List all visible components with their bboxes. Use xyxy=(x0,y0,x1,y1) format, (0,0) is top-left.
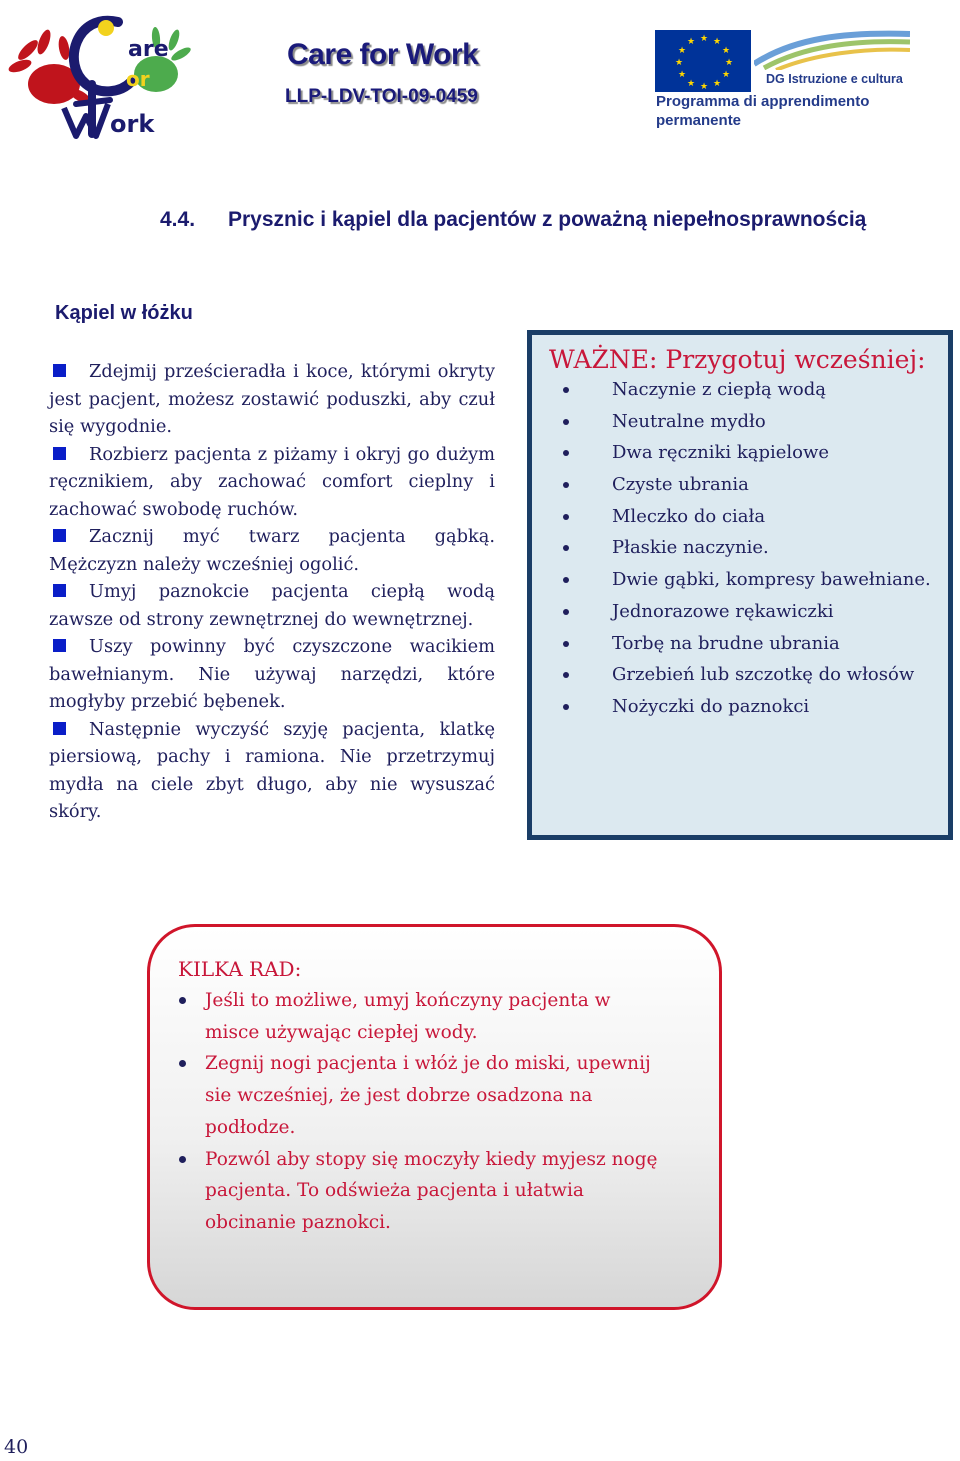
page-number: 40 xyxy=(4,1436,29,1458)
subsection-title: Kąpiel w łóżku xyxy=(55,302,193,324)
section-title: Prysznic i kąpiel dla pacjentów z poważną niepełnosprawnością xyxy=(228,208,867,231)
svg-text:or: or xyxy=(126,67,150,91)
svg-text:are: are xyxy=(128,37,169,62)
list-item xyxy=(532,376,931,408)
step-text: Umyj paznokcie pacjenta ciepłą wodą zawsze od strony zewnętrznej do wewnętrznej. xyxy=(49,581,495,630)
bullet-icon xyxy=(563,704,569,710)
step-text: Uszy powinny być czyszczone wacikiem bawełnianym. Nie używaj narzędzi, które mogłyby przebić bębenek. xyxy=(49,636,495,712)
svg-text:ork: ork xyxy=(110,110,155,138)
bullet-icon xyxy=(563,482,569,488)
supplies-list xyxy=(532,376,931,725)
bullet-icon xyxy=(179,1156,186,1163)
tips-title: KILKA RAD: xyxy=(178,957,302,981)
list-item xyxy=(532,566,931,598)
bullet-icon xyxy=(563,577,569,583)
item-text: Mleczko do ciała xyxy=(612,505,766,527)
list-item xyxy=(49,441,495,524)
square-bullet-icon xyxy=(53,639,66,652)
list-item xyxy=(150,985,670,1048)
list-item xyxy=(532,503,931,535)
item-text: Grzebień lub szczotkę do włosów xyxy=(612,664,915,686)
eu-programme-line2: permanente xyxy=(656,112,742,129)
square-bullet-icon xyxy=(53,584,66,597)
list-item xyxy=(150,1048,670,1143)
bullet-icon xyxy=(563,450,569,456)
step-text: Następnie wyczyść szyję pacjenta, klatkę piersiową, pachy i ramiona. Nie przetrzymuj mydła na ciele zbyt długo, aby nie wysuszać skóry. xyxy=(49,718,495,822)
care-for-work-logo xyxy=(6,4,202,142)
list-item xyxy=(532,534,931,566)
square-bullet-icon xyxy=(53,722,66,735)
bullet-icon xyxy=(563,514,569,520)
eu-programme-logo xyxy=(654,28,910,134)
tip-text: Pozwól aby stopy się moczyły kiedy myjesz nogę pacjenta. To odświeża pacjenta i ułatwia obcinanie paznokci. xyxy=(205,1148,658,1233)
tips-box xyxy=(147,924,722,1310)
bullet-icon xyxy=(179,1060,186,1067)
square-bullet-icon xyxy=(53,529,66,542)
section-number: 4.4. xyxy=(160,208,196,231)
step-text: Rozbierz pacjenta z piżamy i okryj go dużym ręcznikiem, aby zachować comfort cieplny i zachować swobodę ruchów. xyxy=(49,443,495,520)
bullet-icon xyxy=(563,609,569,615)
list-item xyxy=(49,523,495,578)
step-text: Zdejmij prześcieradła i koce, którymi okryty jest pacjent, możesz zostawić poduszki, aby czuł się wygodnie. xyxy=(49,361,495,437)
programme-swoosh-icon xyxy=(754,28,910,70)
tips-list xyxy=(150,985,670,1239)
tip-text: Zegnij nogi pacjenta i włóż je do miski, upewnij sie wcześniej, że jest dobrze osadzona na podłodze. xyxy=(205,1053,651,1138)
step-text: Zacznij myć twarz pacjenta gąbką. Mężczyzn należy wcześniej ogolić. xyxy=(49,526,495,575)
item-text: Nożyczki do paznokci xyxy=(612,695,810,717)
section-heading xyxy=(160,208,866,232)
bullet-icon xyxy=(563,641,569,647)
brand-title: Care for Work xyxy=(287,38,479,71)
list-item xyxy=(532,598,931,630)
list-item xyxy=(532,408,931,440)
item-text: Płaskie naczynie. xyxy=(612,537,769,559)
bullet-icon xyxy=(563,419,569,425)
list-item xyxy=(49,358,495,441)
item-text: Dwie gąbki, kompresy bawełniane. xyxy=(612,569,931,591)
list-item xyxy=(49,633,495,716)
eu-programme-label xyxy=(656,92,869,130)
item-text: Torbę na brudne ubrania xyxy=(612,632,840,654)
important-title: WAŻNE: Przygotuj wcześniej: xyxy=(549,345,926,374)
list-item xyxy=(49,578,495,633)
eu-programme-line1: Programma di apprendimento xyxy=(656,93,870,110)
eu-dg-label: DG Istruzione e cultura xyxy=(766,72,903,86)
list-item xyxy=(150,1144,670,1239)
project-code: LLP-LDV-TOI-09-0459 xyxy=(285,86,478,107)
bed-bath-steps xyxy=(49,358,495,826)
item-text: Naczynie z ciepłą wodą xyxy=(612,379,826,400)
bullet-icon xyxy=(563,672,569,678)
item-text: Jednorazowe rękawiczki xyxy=(612,600,834,622)
item-text: Dwa ręczniki kąpielowe xyxy=(612,442,830,464)
square-bullet-icon xyxy=(53,447,66,460)
list-item xyxy=(532,439,931,471)
item-text: Neutralne mydło xyxy=(612,410,766,432)
bullet-icon xyxy=(563,545,569,551)
list-item xyxy=(532,661,931,693)
list-item xyxy=(532,630,931,662)
list-item xyxy=(49,716,495,826)
square-bullet-icon xyxy=(53,364,66,377)
eu-flag-icon: ★ ★ ★ ★ ★ ★ ★ ★ ★ ★ ★ ★ xyxy=(655,30,751,92)
list-item xyxy=(532,471,931,503)
important-box xyxy=(527,330,953,840)
bullet-icon xyxy=(563,387,569,393)
bullet-icon xyxy=(179,997,186,1004)
item-text: Czyste ubrania xyxy=(612,474,749,496)
list-item xyxy=(532,693,931,725)
tip-text: Jeśli to możliwe, umyj kończyny pacjenta w misce używając ciepłej wody. xyxy=(205,990,611,1043)
